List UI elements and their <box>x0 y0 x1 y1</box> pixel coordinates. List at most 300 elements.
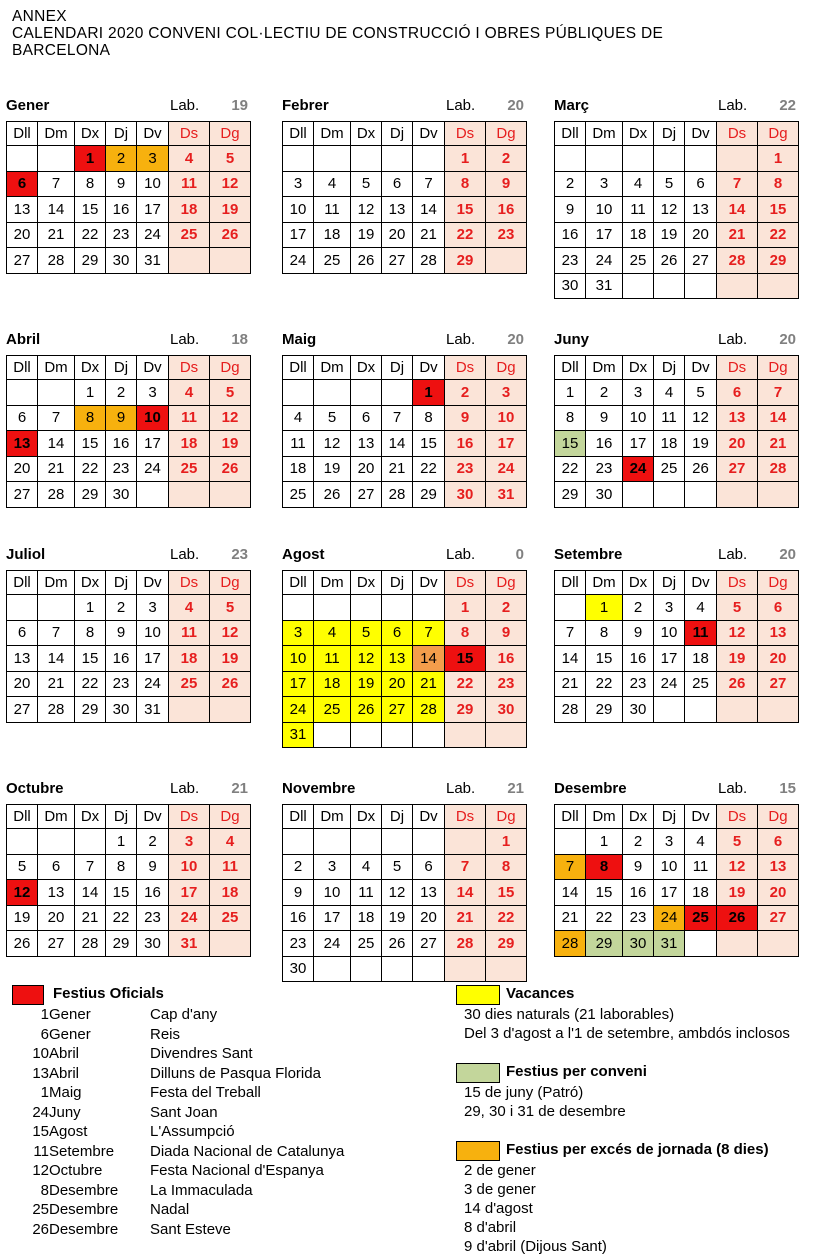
day-header: Ds <box>169 356 210 380</box>
lab-count: 0 <box>515 546 524 563</box>
lab-label: Lab. <box>170 546 200 563</box>
day-cell: 7 <box>413 171 445 197</box>
day-cell: 2 <box>106 146 137 172</box>
day-header: Dg <box>210 356 251 380</box>
day-header: Ds <box>169 805 210 829</box>
week-row <box>283 222 527 248</box>
day-cell: 19 <box>210 431 251 457</box>
month-table <box>6 804 251 957</box>
empty-cell <box>283 829 314 855</box>
day-cell: 16 <box>445 431 486 457</box>
day-cell: 8 <box>75 405 106 431</box>
empty-cell <box>555 829 586 855</box>
festiu-day: 12 <box>32 1162 49 1179</box>
day-cell: 3 <box>169 829 210 855</box>
day-cell: 1 <box>445 595 486 621</box>
week-row <box>7 248 251 274</box>
day-cell: 15 <box>75 197 106 223</box>
day-cell: 12 <box>654 197 685 223</box>
month-setembre <box>554 546 798 718</box>
empty-cell <box>717 482 758 508</box>
day-cell: 15 <box>758 197 799 223</box>
day-cell: 29 <box>445 697 486 723</box>
lab-count: 23 <box>231 546 248 563</box>
day-cell: 20 <box>382 222 413 248</box>
day-cell: 12 <box>382 880 413 906</box>
month-maig <box>282 331 526 503</box>
day-cell: 27 <box>685 248 717 274</box>
day-cell: 3 <box>654 829 685 855</box>
day-cell: 7 <box>75 854 106 880</box>
day-header: Dg <box>758 122 799 146</box>
week-row <box>7 222 251 248</box>
day-header: Dx <box>75 356 106 380</box>
lab-label: Lab. <box>170 331 200 348</box>
day-header: Ds <box>445 122 486 146</box>
day-cell: 11 <box>623 197 654 223</box>
day-cell: 27 <box>413 931 445 957</box>
title-line-2: CALENDARI 2020 CONVENI COL·LECTIU DE CONSTRUCCIÓ I OBRES PÚBLIQUES DE <box>12 25 664 42</box>
day-header: Dll <box>283 571 314 595</box>
day-cell: 3 <box>623 380 654 406</box>
day-cell: 10 <box>654 620 685 646</box>
day-cell: 30 <box>106 697 137 723</box>
week-row <box>555 671 799 697</box>
day-cell: 17 <box>654 880 685 906</box>
day-cell: 23 <box>623 905 654 931</box>
day-cell: 8 <box>106 854 137 880</box>
day-cell: 5 <box>717 829 758 855</box>
day-cell: 28 <box>38 248 75 274</box>
day-cell: 14 <box>413 646 445 672</box>
day-header: Dx <box>75 805 106 829</box>
day-cell: 23 <box>106 222 137 248</box>
day-cell: 15 <box>75 431 106 457</box>
festiu-item <box>12 1182 432 1200</box>
day-cell: 11 <box>283 431 314 457</box>
day-cell: 13 <box>717 405 758 431</box>
day-cell: 10 <box>586 197 623 223</box>
festiu-month: Maig <box>49 1084 82 1101</box>
day-header: Dx <box>623 122 654 146</box>
day-cell: 12 <box>717 854 758 880</box>
day-cell: 13 <box>7 431 38 457</box>
day-cell: 2 <box>555 171 586 197</box>
week-row <box>283 595 527 621</box>
week-row <box>555 854 799 880</box>
month-table <box>282 804 527 982</box>
day-cell: 22 <box>555 456 586 482</box>
day-cell: 11 <box>654 405 685 431</box>
week-row <box>283 697 527 723</box>
day-cell: 6 <box>7 171 38 197</box>
festiu-name: Diada Nacional de Catalunya <box>150 1142 345 1160</box>
festiu-month: Abril <box>49 1064 80 1082</box>
month-table <box>282 570 527 748</box>
day-cell: 24 <box>137 456 169 482</box>
festiu-day: 24 <box>32 1103 49 1121</box>
day-cell: 9 <box>623 620 654 646</box>
day-header: Dg <box>486 122 527 146</box>
day-header: Dg <box>758 805 799 829</box>
week-row <box>555 146 799 172</box>
day-cell: 18 <box>623 222 654 248</box>
day-header: Dv <box>413 356 445 380</box>
empty-cell <box>382 722 413 748</box>
month-table <box>554 355 799 508</box>
week-row <box>283 380 527 406</box>
week-row <box>555 405 799 431</box>
month-header <box>554 97 798 121</box>
day-header: Dx <box>75 122 106 146</box>
day-cell: 12 <box>685 405 717 431</box>
festius-oficials-swatch <box>12 985 44 1005</box>
empty-cell <box>38 595 75 621</box>
day-cell: 2 <box>445 380 486 406</box>
empty-cell <box>7 146 38 172</box>
day-cell: 6 <box>382 620 413 646</box>
empty-cell <box>210 697 251 723</box>
day-cell: 27 <box>758 905 799 931</box>
day-cell: 4 <box>654 380 685 406</box>
day-cell: 12 <box>314 431 351 457</box>
empty-cell <box>75 829 106 855</box>
day-cell: 13 <box>7 197 38 223</box>
day-cell: 25 <box>169 671 210 697</box>
day-cell: 22 <box>586 905 623 931</box>
festiu-name: Dilluns de Pasqua Florida <box>150 1064 321 1082</box>
festiu-item <box>12 1006 432 1024</box>
day-cell: 26 <box>685 456 717 482</box>
day-cell: 4 <box>169 595 210 621</box>
day-cell: 10 <box>283 197 314 223</box>
day-cell: 3 <box>137 146 169 172</box>
empty-cell <box>351 380 382 406</box>
week-row <box>555 880 799 906</box>
day-cell: 10 <box>283 646 314 672</box>
day-cell: 23 <box>137 905 169 931</box>
month-març <box>554 97 798 295</box>
day-header: Dg <box>486 805 527 829</box>
week-row <box>555 273 799 299</box>
day-cell: 5 <box>210 595 251 621</box>
day-cell: 17 <box>486 431 527 457</box>
day-cell: 29 <box>75 248 106 274</box>
month-table <box>282 355 527 508</box>
day-cell: 14 <box>38 646 75 672</box>
day-cell: 29 <box>555 482 586 508</box>
legend-exces-jornada <box>456 1141 823 1258</box>
festiu-day: 6 <box>40 1025 49 1043</box>
day-header: Dx <box>351 805 382 829</box>
week-row <box>555 482 799 508</box>
festiu-name: L'Assumpció <box>150 1123 235 1140</box>
day-cell: 14 <box>555 646 586 672</box>
empty-cell <box>283 146 314 172</box>
festiu-item <box>12 1123 432 1141</box>
day-header: Ds <box>717 356 758 380</box>
empty-cell <box>586 146 623 172</box>
festiu-name: La Immaculada <box>150 1181 253 1199</box>
month-header <box>282 331 526 355</box>
day-cell: 18 <box>283 456 314 482</box>
day-cell: 18 <box>351 905 382 931</box>
empty-cell <box>758 482 799 508</box>
empty-cell <box>654 146 685 172</box>
festiu-item <box>12 1162 432 1180</box>
month-name: Novembre <box>282 780 356 797</box>
day-cell: 19 <box>685 431 717 457</box>
week-row <box>283 248 527 274</box>
vacances-swatch <box>456 985 500 1005</box>
empty-cell <box>137 482 169 508</box>
month-juliol <box>6 546 250 718</box>
lab-count: 21 <box>507 780 524 797</box>
day-cell: 27 <box>382 248 413 274</box>
day-cell: 19 <box>654 222 685 248</box>
day-cell: 11 <box>210 854 251 880</box>
day-cell: 21 <box>717 222 758 248</box>
day-cell: 7 <box>413 620 445 646</box>
day-header: Dj <box>654 356 685 380</box>
empty-cell <box>169 697 210 723</box>
day-cell: 31 <box>169 931 210 957</box>
day-cell: 3 <box>137 595 169 621</box>
festiu-name: Festa Nacional d'Espanya <box>150 1162 324 1179</box>
day-cell: 14 <box>413 197 445 223</box>
festius-oficials-title: Festius Oficials <box>53 985 164 1002</box>
empty-cell <box>445 722 486 748</box>
week-row <box>555 380 799 406</box>
day-cell: 6 <box>717 380 758 406</box>
month-table <box>554 570 799 723</box>
day-cell: 21 <box>445 905 486 931</box>
festiu-month: Desembre <box>49 1220 119 1238</box>
empty-cell <box>351 956 382 982</box>
empty-cell <box>382 956 413 982</box>
day-cell: 28 <box>38 482 75 508</box>
month-abril <box>6 331 250 503</box>
day-cell: 11 <box>314 197 351 223</box>
empty-cell <box>717 697 758 723</box>
day-cell: 23 <box>555 248 586 274</box>
day-header: Ds <box>445 356 486 380</box>
day-cell: 31 <box>486 482 527 508</box>
festiu-month: Desembre <box>49 1201 119 1218</box>
day-cell: 2 <box>283 854 314 880</box>
exces-jornada-line-2: 3 de gener <box>464 1181 536 1198</box>
day-cell: 5 <box>314 405 351 431</box>
day-cell: 19 <box>210 646 251 672</box>
day-cell: 24 <box>654 905 685 931</box>
day-header: Dm <box>38 356 75 380</box>
empty-cell <box>413 722 445 748</box>
month-table <box>6 570 251 723</box>
day-cell: 3 <box>486 380 527 406</box>
day-cell: 10 <box>486 405 527 431</box>
week-row <box>7 931 251 957</box>
festiu-day: 13 <box>32 1064 49 1082</box>
day-cell: 25 <box>685 671 717 697</box>
day-cell: 2 <box>106 595 137 621</box>
day-header: Dm <box>314 356 351 380</box>
day-cell: 11 <box>169 405 210 431</box>
day-cell: 14 <box>382 431 413 457</box>
day-cell: 20 <box>413 905 445 931</box>
day-header: Dx <box>623 356 654 380</box>
month-novembre <box>282 780 526 978</box>
day-header: Dx <box>351 122 382 146</box>
day-cell: 21 <box>75 905 106 931</box>
lab-label: Lab. <box>718 97 748 114</box>
day-cell: 5 <box>685 380 717 406</box>
week-row <box>7 456 251 482</box>
week-row <box>7 405 251 431</box>
empty-cell <box>685 273 717 299</box>
day-cell: 24 <box>586 248 623 274</box>
festiu-item <box>12 1084 432 1102</box>
day-cell: 4 <box>685 829 717 855</box>
festiu-item <box>12 1143 432 1161</box>
day-cell: 13 <box>7 646 38 672</box>
legend-festius-oficials <box>12 985 432 1245</box>
day-cell: 26 <box>654 248 685 274</box>
day-cell: 6 <box>413 854 445 880</box>
week-row <box>555 620 799 646</box>
lab-label: Lab. <box>170 97 200 114</box>
festius-conveni-line-2: 29, 30 i 31 de desembre <box>464 1103 626 1120</box>
month-table <box>6 121 251 274</box>
empty-cell <box>210 248 251 274</box>
day-cell: 11 <box>169 171 210 197</box>
empty-cell <box>445 956 486 982</box>
day-header: Dm <box>314 805 351 829</box>
day-header: Dm <box>38 122 75 146</box>
week-row <box>555 931 799 957</box>
festiu-month: Desembre <box>49 1181 119 1199</box>
month-octubre <box>6 780 250 952</box>
lab-label: Lab. <box>718 331 748 348</box>
day-cell: 9 <box>106 171 137 197</box>
day-cell: 13 <box>382 197 413 223</box>
day-cell: 21 <box>555 905 586 931</box>
festiu-item <box>12 1221 432 1239</box>
exces-jornada-line-3: 14 d'agost <box>464 1200 533 1217</box>
week-row <box>7 146 251 172</box>
empty-cell <box>382 595 413 621</box>
month-header <box>282 97 526 121</box>
festiu-day: 11 <box>33 1142 49 1160</box>
day-cell: 18 <box>685 646 717 672</box>
day-header: Dll <box>7 356 38 380</box>
day-cell: 30 <box>586 482 623 508</box>
day-cell: 20 <box>38 905 75 931</box>
day-cell: 1 <box>586 595 623 621</box>
day-cell: 23 <box>486 671 527 697</box>
day-cell: 22 <box>445 222 486 248</box>
empty-cell <box>758 931 799 957</box>
month-agost <box>282 546 526 744</box>
day-cell: 13 <box>685 197 717 223</box>
empty-cell <box>38 146 75 172</box>
day-cell: 30 <box>283 956 314 982</box>
day-header: Dm <box>38 571 75 595</box>
day-cell: 2 <box>623 829 654 855</box>
day-cell: 18 <box>169 197 210 223</box>
day-cell: 17 <box>137 197 169 223</box>
day-cell: 9 <box>623 854 654 880</box>
empty-cell <box>654 273 685 299</box>
day-header: Ds <box>717 805 758 829</box>
empty-cell <box>210 931 251 957</box>
day-header: Dg <box>210 571 251 595</box>
day-cell: 18 <box>169 646 210 672</box>
day-cell: 8 <box>555 405 586 431</box>
day-cell: 16 <box>623 880 654 906</box>
day-cell: 29 <box>586 931 623 957</box>
day-header: Dv <box>685 805 717 829</box>
day-cell: 28 <box>555 697 586 723</box>
week-row <box>7 880 251 906</box>
day-cell: 11 <box>314 646 351 672</box>
exces-jornada-line-4: 8 d'abril <box>464 1219 517 1236</box>
day-cell: 15 <box>75 646 106 672</box>
day-header: Dv <box>137 356 169 380</box>
day-cell: 9 <box>555 197 586 223</box>
day-cell: 18 <box>685 880 717 906</box>
day-cell: 31 <box>586 273 623 299</box>
empty-cell <box>685 146 717 172</box>
lab-count: 15 <box>779 780 796 797</box>
day-cell: 21 <box>555 671 586 697</box>
day-cell: 19 <box>314 456 351 482</box>
empty-cell <box>7 595 38 621</box>
empty-cell <box>486 248 527 274</box>
week-row <box>555 905 799 931</box>
day-cell: 31 <box>137 697 169 723</box>
day-cell: 25 <box>314 697 351 723</box>
day-header: Ds <box>717 122 758 146</box>
day-cell: 1 <box>106 829 137 855</box>
exces-jornada-line-1: 2 de gener <box>464 1162 536 1179</box>
day-cell: 9 <box>106 620 137 646</box>
month-name: Febrer <box>282 97 329 114</box>
month-name: Octubre <box>6 780 64 797</box>
empty-cell <box>486 956 527 982</box>
day-header: Dm <box>586 571 623 595</box>
day-cell: 24 <box>137 671 169 697</box>
day-cell: 16 <box>586 431 623 457</box>
empty-cell <box>685 931 717 957</box>
day-cell: 21 <box>38 456 75 482</box>
day-header: Dx <box>623 571 654 595</box>
month-header <box>282 546 526 570</box>
day-cell: 26 <box>717 905 758 931</box>
legend-festius-conveni <box>456 1063 823 1123</box>
day-cell: 28 <box>382 482 413 508</box>
day-cell: 8 <box>445 171 486 197</box>
day-cell: 9 <box>586 405 623 431</box>
day-cell: 17 <box>623 431 654 457</box>
day-cell: 7 <box>445 854 486 880</box>
day-cell: 21 <box>758 431 799 457</box>
day-cell: 20 <box>382 671 413 697</box>
day-cell: 4 <box>169 146 210 172</box>
day-cell: 30 <box>137 931 169 957</box>
month-desembre <box>554 780 798 952</box>
month-table <box>554 121 799 299</box>
day-cell: 22 <box>106 905 137 931</box>
